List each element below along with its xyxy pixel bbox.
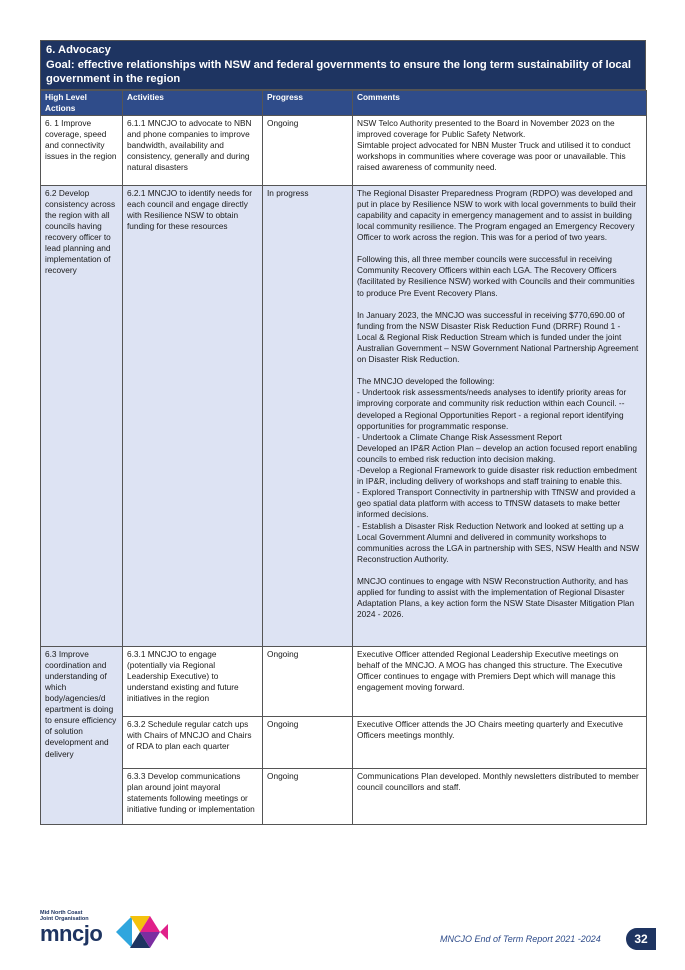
- logo-shapes-icon: [116, 914, 168, 950]
- comments-cell: Executive Officer attends the JO Chairs meeting quarterly and Executive Officers meetings monthly.: [353, 716, 647, 768]
- table-row: [41, 185, 647, 646]
- comments-cell: NSW Telco Authority presented to the Board in November 2023 on the improved coverage for Public Safety Network. Simtable project advocated for NBN Muster Truck and utilised it to conduct workshops in communities where coverage was poor or unavailable. This raised awareness of community need.: [353, 115, 647, 185]
- activity-cell: 6.3.3 Develop communications plan around joint mayoral statements following meetings or initiative funding or implementation: [123, 768, 263, 824]
- column-header: Comments: [353, 90, 647, 115]
- column-header: High Level Actions: [41, 90, 123, 115]
- action-cell: 6. 1 Improve coverage, speed and connectivity issues in the region: [41, 115, 123, 185]
- section-header: [40, 40, 646, 90]
- column-header: Progress: [263, 90, 353, 115]
- table-header-row: [41, 90, 647, 115]
- comments-cell: The Regional Disaster Preparedness Program (RDPO) was developed and put in place by Resilience NSW to work with local governments to build their capability and capacity in emergency management and to assist in building local community resilience. The Program engaged an Emergency Recovery Officer to work across the region. This was for a period of two years. Following this, all three member councils were successful in receiving Community Recovery Officers within each LGA. The Recovery Officers (facilitated by Resilience NSW) worked with Councils and their communities to produce Pre Event Recovery Plans. In January 2023, the MNCJO was successful in receiving $770,690.00 of funding from the NSW Disaster Risk Reduction Fund (DRRF) Round 1 - Local & Regional Risk Reduction Stream which is funded under the joint Australian Government – NSW Government National Partnership Agreement on Disaster Risk Reduction. The MNCJO developed the following: - Undertook risk assessments/needs analyses to identify priority areas for improving corporate and community risk reduction within each Council. -- developed a Regional Opportunities Report - a regional report identifying opportunities for programmatic response. - Undertook a Climate Change Risk Assessment Report Developed an IP&R Action Plan – develop an action focused report enabling councils to embed risk reduction into decision making. -Develop a Regional Framework to guide disaster risk reduction embedment in IP&R, including delivery of workshops and staff training to enable this. - Explored Transport Connectivity in partnership with TfNSW and provided a geo spatial data platform with access to TfNSW datasets to make better informed decisions. - Establish a Disaster Risk Reduction Network and looked at setting up a Local Government Alumni and delivered in community workshops to communities across the LGA in partnership with SES, NSW Health and NSW Reconstruction Authority. MNCJO continues to engage with NSW Reconstruction Authority, and has applied for funding to assist with the implementation of Regional Disaster Adaptation Plans, a key action form the NSW State Disaster Mitigation Plan 2024 - 2026.: [353, 185, 647, 646]
- activity-cell: 6.1.1 MNCJO to advocate to NBN and phone companies to improve bandwidth, availability and consistency, generally and during natural disasters: [123, 115, 263, 185]
- report-title: MNCJO End of Term Report 2021 -2024: [440, 934, 601, 944]
- table-row: [41, 115, 647, 185]
- progress-cell: In progress: [263, 185, 353, 646]
- table-row: [41, 646, 647, 716]
- table-row: [41, 768, 647, 824]
- section-goal: Goal: effective relationships with NSW and federal governments to ensure the long term sustainability of local government in the region: [46, 58, 631, 85]
- advocacy-section: [40, 40, 646, 825]
- column-header: Activities: [123, 90, 263, 115]
- activity-cell: 6.3.2 Schedule regular catch ups with Chairs of MNCJO and Chairs of RDA to plan each quarter: [123, 716, 263, 768]
- progress-cell: Ongoing: [263, 768, 353, 824]
- logo-wordmark: mncjo: [40, 921, 103, 946]
- table-row: [41, 716, 647, 768]
- progress-cell: Ongoing: [263, 646, 353, 716]
- logo-subtitle: Mid North Coast Joint Organisation: [40, 910, 89, 922]
- activity-cell: 6.3.1 MNCJO to engage (potentially via Regional Leadership Executive) to understand existing and future initiatives in the region: [123, 646, 263, 716]
- action-cell: 6.3 Improve coordination and understanding of which body/agencies/d epartment is doing to ensure efficiency of solution development and delivery: [41, 646, 123, 824]
- action-cell: 6.2 Develop consistency across the region with all councils having recovery officer to lead planning and implementation of recovery: [41, 185, 123, 646]
- progress-cell: Ongoing: [263, 115, 353, 185]
- comments-cell: Communications Plan developed. Monthly newsletters distributed to member council councillors and staff.: [353, 768, 647, 824]
- comments-cell: Executive Officer attended Regional Leadership Executive meetings on behalf of the MNCJO. A MOG has changed this structure. The Executive Officer continues to engage with Premiers Dept which will manage this engagement moving forward.: [353, 646, 647, 716]
- progress-cell: Ongoing: [263, 716, 353, 768]
- section-title: 6. Advocacy: [46, 44, 111, 56]
- mncjo-logo: [40, 908, 170, 950]
- activity-cell: 6.2.1 MNCJO to identify needs for each council and engage directly with Resilience NSW to obtain funding for these resources: [123, 185, 263, 646]
- advocacy-table: [40, 90, 647, 825]
- page-number: 32: [626, 928, 656, 950]
